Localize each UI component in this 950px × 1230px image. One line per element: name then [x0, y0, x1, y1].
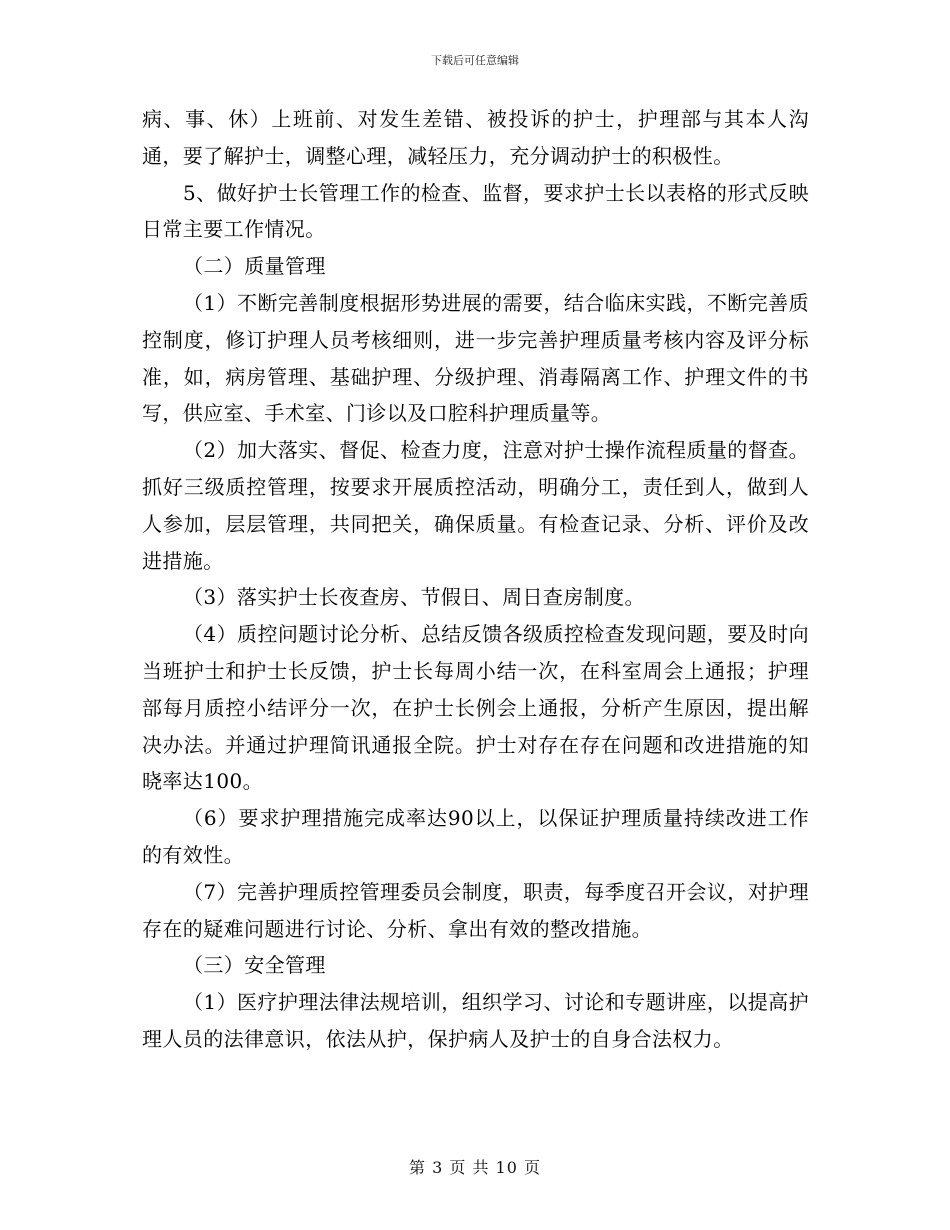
paragraph-2: 5、做好护士长管理工作的检查、监督，要求护士长以表格的形式反映日常主要工作情况。 — [142, 180, 809, 242]
section-heading-safety: （三）安全管理 — [183, 953, 326, 978]
paragraph-5: （3）落实护士长夜查房、节假日、周日查房制度。 — [183, 585, 645, 610]
paragraph-4: （2）加大落实、督促、检查力度，注意对护士操作流程质量的督查。抓好三级质控管理，按要求开展质控活动，明确分工，责任到人，做到人人参加，层层管理，共同把关，确保质量。有检查记录、分析、评价及改进措施。 — [142, 438, 809, 573]
document-body — [142, 101, 809, 1058]
paragraph-7: （6）要求护理措施完成率达90以上，以保证护理质量持续改进工作的有效性。 — [142, 806, 809, 867]
paragraph-9: （1）医疗护理法律法规培训，组织学习、讨论和专题讲座，以提高护理人员的法律意识，依法从护，保护病人及护士的自身合法权力。 — [142, 990, 809, 1051]
paragraph-8: （7）完善护理质控管理委员会制度，职责，每季度召开会议，对护理存在的疑难问题进行讨论、分析、拿出有效的整改措施。 — [142, 879, 809, 941]
paragraph-3: （1）不断完善制度根据形势进展的需要，结合临床实践，不断完善质控制度，修订护理人员考核细则，进一步完善护理质量考核内容及评分标准，如，病房管理、基础护理、分级护理、消毒隔离工作、护理文件的书写，供应室、手术室、门诊以及口腔科护理质量等。 — [142, 290, 809, 426]
section-heading-quality: （二）质量管理 — [183, 254, 326, 279]
paragraph-6: （4）质控问题讨论分析、总结反馈各级质控检查发现问题，要及时向当班护士和护士长反馈，护士长每周小结一次，在科室周会上通报；护理部每月质控小结评分一次，在护士长例会上通报，分析产生原因，提出解决办法。并通过护理简讯通报全院。护士对存在存在问题和改进措施的知晓率达100。 — [142, 622, 809, 794]
page-footer: 第 3 页 共 10 页 — [409, 1158, 541, 1177]
page-header: 下载后可任意编辑 — [431, 54, 519, 67]
paragraph-1: 病、事、休）上班前、对发生差错、被投诉的护士，护理部与其本人沟通，要了解护士，调整心理，减轻压力，充分调动护士的积极性。 — [142, 107, 809, 168]
